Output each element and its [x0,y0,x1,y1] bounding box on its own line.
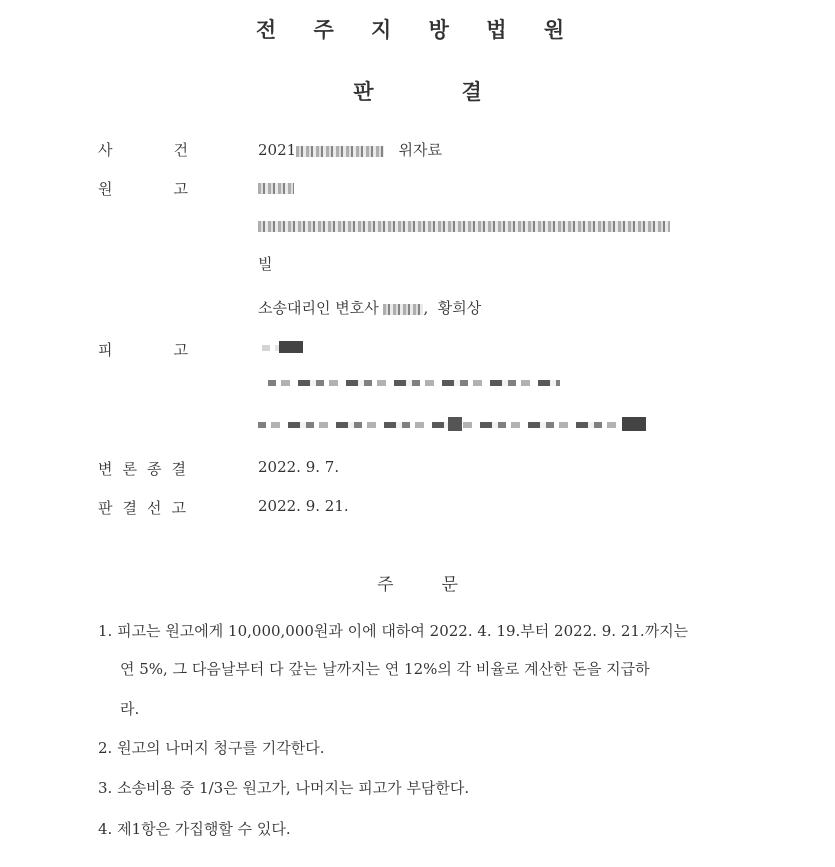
case-value [258,139,442,160]
order-line-1: 1. 피고는 원고에게 10,000,000원과 이에 대하여 2022. 4. 19.부터 2022. 9. 21.까지는 [98,622,689,640]
redacted-case-number [296,146,384,157]
plaintiff-name [258,178,294,196]
document-title-left: 판 [353,79,374,104]
closing-date: 2022. 9. 7. [258,458,340,476]
redacted-block-2 [622,417,646,431]
document-title [0,76,835,106]
counsel-other: 황희상 [437,299,482,317]
plaintiff-counsel: 소송대리인 변호사 , 황희상 [258,299,482,317]
court-name: 전 주 지 방 법 원 [255,17,580,42]
order-line-1-end: 라. [120,700,140,718]
redacted-defendant-name [279,341,303,353]
defendant-label: 피 고 [98,341,188,359]
case-number-prefix: 2021 [258,141,297,159]
sentencing-label: 판 결 선 고 [98,499,186,517]
plaintiff-address [258,216,670,234]
order-section-title: 주 문 [377,575,458,595]
counsel-label: 소송대리인 변호사 [258,299,379,317]
case-label: 사 건 [98,141,188,159]
redacted-defendant-address-1 [268,380,560,386]
case-name: 위자료 [398,141,442,159]
redacted-block-1 [448,417,462,431]
sentencing-date: 2022. 9. 21. [258,497,349,515]
redacted-plaintiff-name [258,183,294,194]
redacted-counsel-name [383,304,423,315]
order-line-1-cont: 연 5%, 그 다음날부터 다 갚는 날까지는 연 12%의 각 비율로 계산한 돈을 지급하 [120,660,650,678]
closing-label: 변 론 종 결 [98,460,186,478]
plaintiff-label: 원 고 [98,180,188,198]
plaintiff-address-tail: 빌 [258,255,273,273]
order-line-2: 2. 원고의 나머지 청구를 기각한다. [98,739,325,757]
order-line-4: 4. 제1항은 가집행할 수 있다. [98,820,291,838]
redacted-plaintiff-address [258,221,670,232]
document-title-right: 결 [461,79,482,104]
order-line-3: 3. 소송비용 중 1/3은 원고가, 나머지는 피고가 부담한다. [98,779,470,797]
